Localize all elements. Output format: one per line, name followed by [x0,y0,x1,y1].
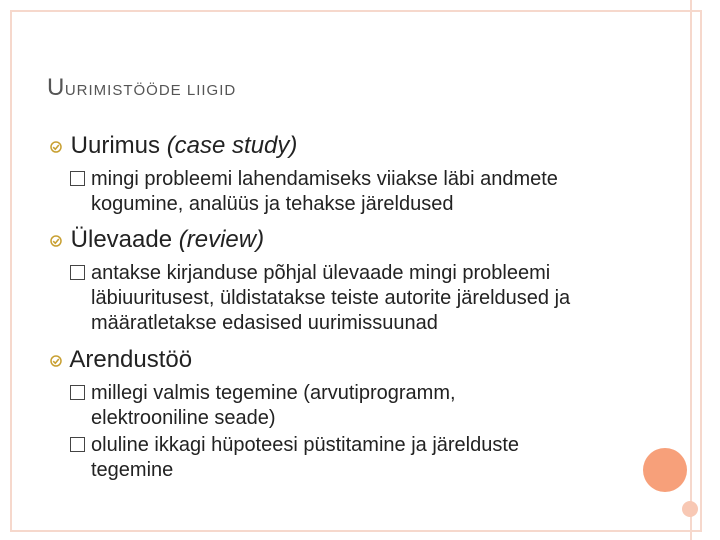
checkbox-icon [70,171,85,186]
decorative-dot-small [682,501,698,517]
bullet-icon [50,346,64,374]
decorative-line [690,0,692,540]
decorative-dot-large [643,448,687,492]
bullet-item: Ülevaade (review) [50,226,264,254]
bullet-icon [50,132,64,160]
checkbox-icon [70,437,85,452]
checkbox-icon [70,385,85,400]
checkbox-icon [70,265,85,280]
sub-bullet-item: mingi probleemi lahendamiseks viiakse läbi andmete kogumine, analüüs ja tehakse järeldused [70,167,558,217]
bullet-item: Uurimus (case study) [50,132,297,160]
sub-bullet-item: antakse kirjanduse põhjal ülevaade mingi probleemi läbiuuritusest, üldistatakse teiste autorite järeldused ja määratletakse edasised uurimissuunad [70,261,570,336]
slide-title: UURIMISTÖÖDE LIIGID [47,74,237,101]
bullet-icon [50,226,64,254]
bullet-item: Arendustöö [50,346,192,374]
sub-bullet-item: oluline ikkagi hüpoteesi püstitamine ja järelduste tegemine [70,433,519,483]
sub-bullet-item: millegi valmis tegemine (arvutiprogramm, elektrooniline seade) [70,381,456,431]
